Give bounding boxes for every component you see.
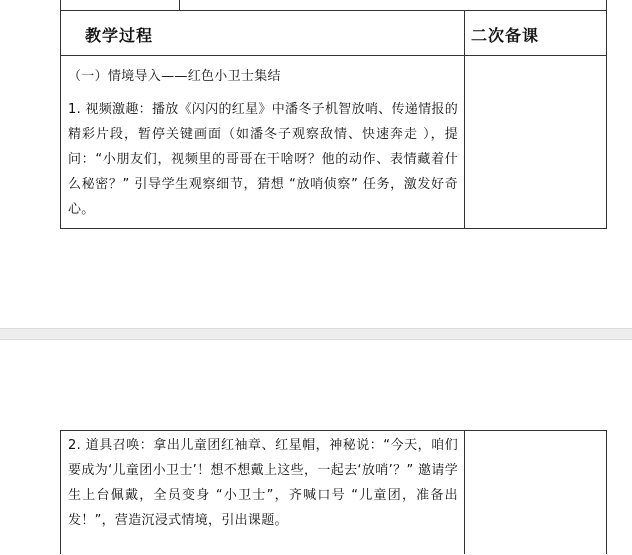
document-page-2 — [0, 340, 632, 553]
column-divider — [179, 0, 180, 10]
section-paragraph: 2. 道具召唤：拿出儿童团红袖章、红星帽，神秘说：“今天，咱们要成为‘儿童团小卫士’！想不想戴上这些，一起去‘放哨’？” 邀请学生上台佩戴，全员变身 “小卫士”，齐喊口号 “儿童团，准备出发！”，营造沉浸式情境，引出课题。 — [68, 438, 458, 528]
lesson-table-continued — [60, 430, 607, 554]
page-break — [0, 328, 632, 340]
lesson-table — [60, 10, 607, 229]
section-paragraph: 1. 视频激趣：播放《闪闪的红星》中潘冬子机智放哨、传递情报的精彩片段，暂停关键画面（如潘冬子观察敌情、快速奔走 ），提问：“小朋友们，视频里的哥哥在干啥呀？他的动作、表情藏着什么秘密？” 引导学生观察细节，猜想 “放哨侦察” 任务，激发好奇心。 — [68, 102, 458, 217]
header-teaching-process: 教学过程 — [85, 26, 154, 45]
section-heading: （一）情境导入——红色小卫士集结 — [68, 69, 281, 84]
second-preparation-cell — [465, 56, 606, 228]
second-preparation-cell — [465, 431, 606, 555]
header-second-preparation: 二次备课 — [471, 26, 540, 45]
